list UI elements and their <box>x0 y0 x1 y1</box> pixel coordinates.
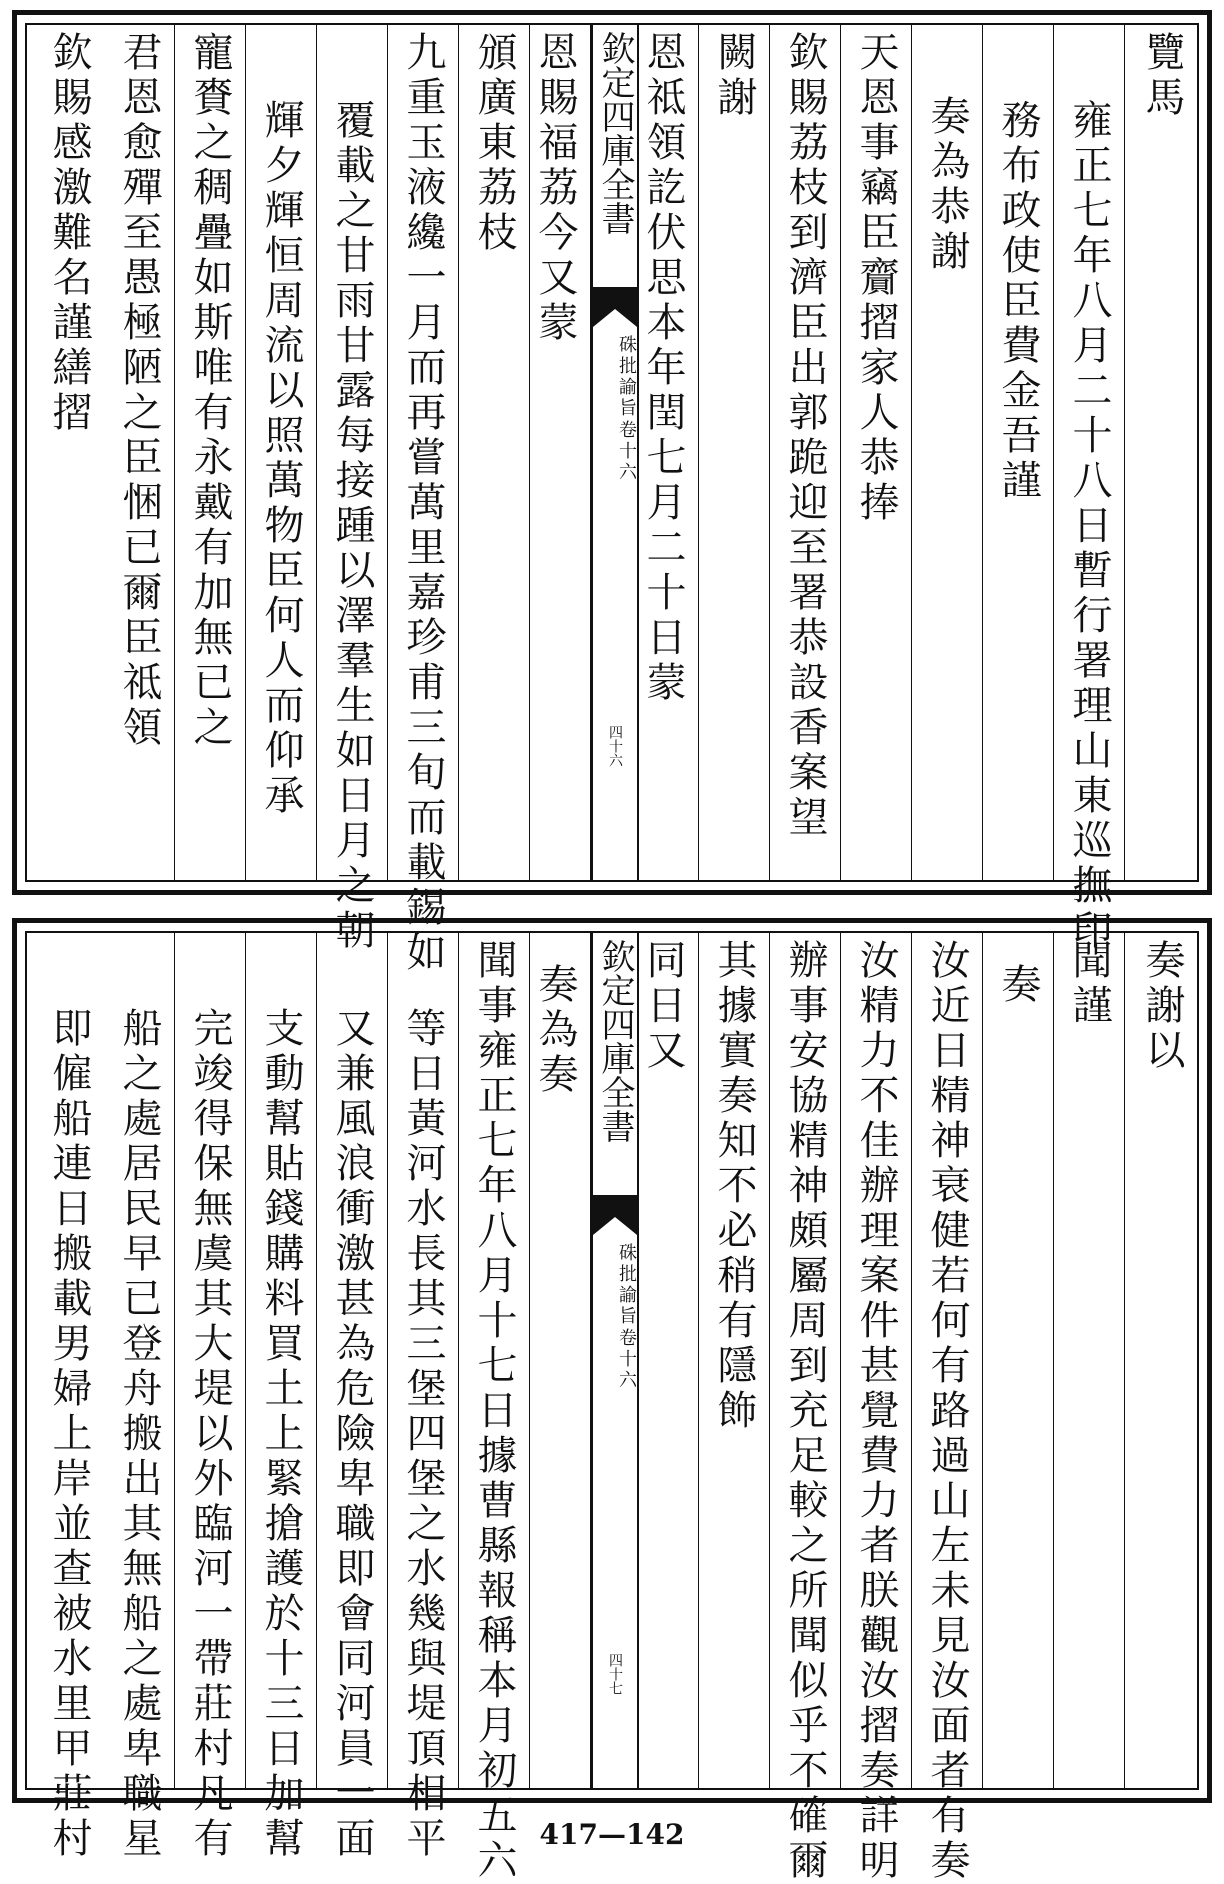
column <box>530 25 591 880</box>
center-page-number: 四十七 <box>607 1653 623 1695</box>
column-text: 完竣得保無虞其大堤以外臨河一帶莊村凡有 <box>187 1007 233 1862</box>
column-text: 同日又 <box>640 939 686 1074</box>
column-text: 覽馬 <box>1139 31 1185 121</box>
page-footer-number: 417—142 <box>539 1818 685 1851</box>
column <box>104 25 175 880</box>
column-text: 九重玉液纔一月而再嘗萬里嘉珍甫三旬而載錫如 <box>400 31 446 976</box>
column-text: 又兼風浪衝激甚為危險卑職即會同河員一面 <box>329 1007 375 1862</box>
column <box>639 933 699 1788</box>
column <box>770 933 841 1884</box>
column <box>317 933 388 1862</box>
column <box>912 25 983 880</box>
column <box>459 933 530 1884</box>
column <box>1054 25 1125 954</box>
center-title: 欽定四庫全書 <box>595 31 635 235</box>
column-text: 君恩愈殫至愚極陋之臣悃已爾臣祗領 <box>116 31 162 751</box>
column <box>841 25 912 880</box>
column <box>639 25 699 880</box>
column-text: 奏 <box>995 963 1041 1008</box>
center-subtitle: 硃批諭旨 <box>616 1243 637 1327</box>
column <box>1054 933 1125 1788</box>
column-text: 聞事雍正七年八月十七日據曹縣報稱本月初五六 <box>471 939 517 1884</box>
fish-tail-mark-icon <box>593 1195 637 1235</box>
column-text: 等日黃河水長其三堡四堡之水幾與堤頂相平 <box>400 1007 446 1862</box>
column-text: 即僱船連日搬載男婦上岸並查被水里甲莊村 <box>46 1007 92 1862</box>
column <box>27 933 104 1862</box>
column <box>175 933 246 1862</box>
column-text: 奏為奏 <box>532 963 578 1098</box>
column <box>175 25 246 880</box>
column-text: 寵賚之稠疊如斯唯有永戴有加無已之 <box>187 31 233 751</box>
center-volume: 卷十六 <box>616 420 637 483</box>
top-page-frame <box>25 23 1199 976</box>
column-text: 其據實奏知不必稍有隱飾 <box>711 939 757 1434</box>
column-text: 欽賜荔枝到濟臣出郭跪迎至署恭設香案望 <box>782 31 828 841</box>
column <box>104 933 175 1862</box>
column-text: 船之處居民早已登舟搬出其無船之處卑職星 <box>116 1007 162 1862</box>
column-text: 奏為恭謝 <box>924 95 970 275</box>
column <box>699 933 770 1788</box>
column-text: 務布政使臣費金吾謹 <box>995 99 1041 504</box>
column-text: 恩祗領訖伏思本年閏七月二十日蒙 <box>640 31 686 706</box>
column <box>530 933 591 1788</box>
column <box>388 25 459 976</box>
column-text: 雍正七年八月二十八日暫行署理山東巡撫印 <box>1066 99 1112 954</box>
center-fold <box>591 933 639 1788</box>
column-text: 辦事安協精神頗屬周到充足較之所聞似乎不確爾 <box>782 939 828 1884</box>
column <box>1125 933 1197 1788</box>
column <box>983 933 1054 1788</box>
center-title: 欽定四庫全書 <box>595 939 635 1143</box>
column-text: 頒廣東荔枝 <box>471 31 517 256</box>
column-text: 欽賜感激難名謹繕摺 <box>46 31 92 436</box>
column <box>459 25 530 880</box>
column <box>246 933 317 1862</box>
column <box>983 25 1054 880</box>
column <box>246 25 317 880</box>
column <box>912 933 983 1884</box>
column-text: 汝近日精神衰健若何有路過山左未見汝面者有奏 <box>924 939 970 1884</box>
column-text: 汝精力不佳辦理案件甚覺費力者朕觀汝摺奏詳明 <box>853 939 899 1884</box>
column-text: 奏謝以 <box>1139 939 1185 1074</box>
column-text: 天恩事竊臣齎摺家人恭捧 <box>853 31 899 526</box>
column-text: 支動幫貼錢購料買土上緊搶護於十三日加幫 <box>258 1007 304 1862</box>
top-page <box>12 10 1212 976</box>
column <box>770 25 841 880</box>
column <box>841 933 912 1884</box>
column-text: 恩賜福荔今又蒙 <box>532 31 578 346</box>
column <box>317 25 388 954</box>
column <box>388 933 459 1862</box>
center-page-number: 四十六 <box>607 725 623 767</box>
column-text: 輝夕輝恒周流以照萬物臣何人而仰承 <box>258 99 304 819</box>
center-fold <box>591 25 639 880</box>
fish-tail-mark-icon <box>593 287 637 327</box>
column-text: 聞謹 <box>1066 939 1112 1029</box>
column-text: 闕謝 <box>711 31 757 121</box>
center-volume: 卷十六 <box>616 1328 637 1391</box>
column <box>27 25 104 880</box>
column <box>699 25 770 880</box>
column-text: 覆載之甘雨甘露每接踵以澤羣生如日月之朝 <box>329 99 375 954</box>
center-subtitle: 硃批諭旨 <box>616 335 637 419</box>
column <box>1125 25 1197 880</box>
